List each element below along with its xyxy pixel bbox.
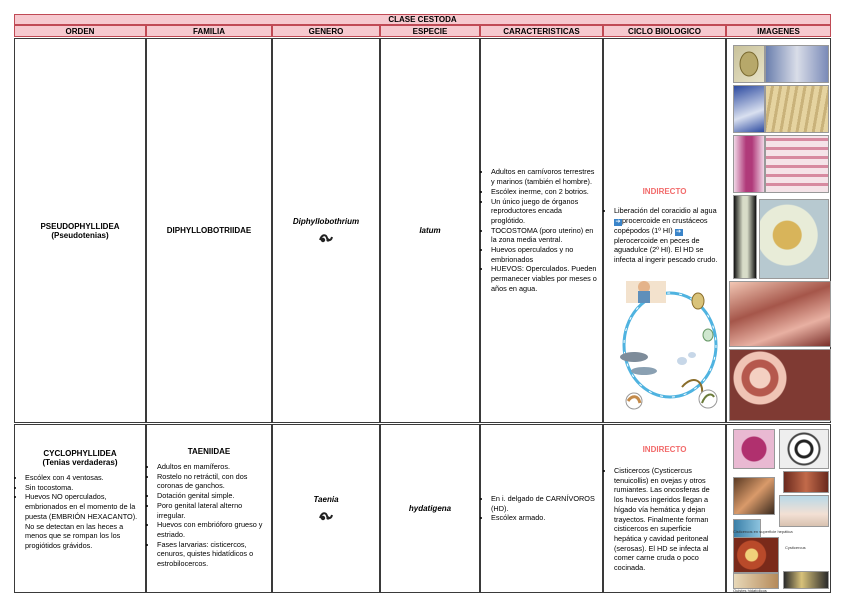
- hydatid-image: [783, 571, 829, 589]
- ciclo-list: [604, 206, 725, 265]
- list-item: • Cisticercos (Cysticercus tenuicollis) en ovejas y otros rumiantes. Las oncosferas de los huevos ingeridos llegan a hígado vía hemática y dejan trayectos. Finalmente forman cisticercos en superficie hepática y cavidad peritoneal (serosas). El HD se infecta al comer carne cruda o poco cocinada.: [614, 466, 721, 573]
- genero-name: Diphyllobothrium: [292, 217, 360, 226]
- lifecycle-diagram: [612, 275, 724, 420]
- caracteristicas-list: [481, 494, 602, 523]
- tissue-image: [765, 135, 829, 193]
- familia-name: DIPHYLLOBOTRIIDAE: [166, 226, 252, 235]
- list-item: • Huevos operculados y no embrionados: [491, 245, 598, 264]
- list-item: • Adultos en mamíferos.: [157, 462, 267, 472]
- cysticercus-image: [733, 477, 775, 515]
- list-item: • Adultos en carnívoros terrestres y marinos (también el hombre).: [491, 167, 598, 186]
- ciclo-part: procercoide en crustáceos copépodos (1º HI): [614, 215, 708, 235]
- row1-genero: [272, 38, 380, 423]
- row2-genero: [272, 424, 380, 593]
- hook-crown-image: [779, 429, 829, 469]
- list-item: • Poro genital lateral alterno irregular.: [157, 501, 267, 520]
- orden-subname: (Pseudotenias): [51, 230, 109, 240]
- liver-image: [783, 471, 829, 493]
- list-item: • Escólex con 4 ventosas.: [25, 473, 141, 483]
- list-item: • Escólex inerme, con 2 botrios.: [491, 187, 598, 197]
- strobila-image: [733, 195, 757, 279]
- worm-icon: [318, 510, 334, 522]
- especie-name: hydatigena: [408, 504, 452, 513]
- row1-caracteristicas: [480, 38, 603, 423]
- list-item: • Escólex armado.: [491, 513, 598, 523]
- caracteristicas-list: [481, 167, 602, 293]
- arrow-icon: ➔: [615, 218, 621, 225]
- hepatic-cyst-image: [733, 537, 779, 573]
- col-header-caracteristicas: CARACTERISTICAS: [480, 25, 603, 37]
- col-header-genero: GENERO: [272, 25, 380, 37]
- row1-orden: [14, 38, 146, 423]
- ciclo-part: Liberación del coracidio al agua: [614, 206, 717, 215]
- fish-fillet-image: [729, 349, 831, 421]
- row2-especie: [380, 424, 480, 593]
- list-item: • Huevos con embrióforo grueso y estriado.: [157, 520, 267, 539]
- ciclo-type: INDIRECTO: [642, 445, 687, 454]
- genero-name: Taenia: [313, 495, 339, 504]
- orden-subname: (Tenias verdaderas): [42, 458, 118, 467]
- row2-caracteristicas: [480, 424, 603, 593]
- row2-orden: [14, 424, 146, 593]
- col-header-orden: ORDEN: [14, 25, 146, 37]
- stained-worm-image: [733, 135, 765, 193]
- image-caption: Cysticercus: [785, 545, 806, 550]
- especie-name: latum: [419, 226, 441, 235]
- ciclo-part: plerocercoide en peces de aguadulce (2º HI). El HD se infecta al ingerir pescado crudo.: [614, 235, 718, 265]
- list-item: • HUEVOS: Operculados. Pueden permanecer viables por meses o años en agua.: [491, 264, 598, 293]
- row1-familia: [146, 38, 272, 423]
- col-header-especie: ESPECIE: [380, 25, 480, 37]
- scolex-image: [733, 85, 765, 133]
- image-caption: Cisticercos en superficie hepática: [733, 529, 793, 534]
- orden-notes: [15, 473, 145, 551]
- list-item: • Un único juego de órganos reproductores encada proglótido.: [491, 197, 598, 226]
- proglottid-image: [765, 85, 829, 133]
- worm-icon: [318, 232, 334, 244]
- ciclo-list: [604, 466, 725, 573]
- row1-imagenes: [726, 38, 831, 423]
- row1-especie: [380, 38, 480, 423]
- list-item: • Rostelo no retráctil, con dos coronas de ganchos.: [157, 472, 267, 491]
- row1-ciclo: [603, 38, 726, 423]
- scolex-stained-image: [733, 429, 775, 469]
- orden-name: PSEUDOPHYLLIDEA: [40, 221, 120, 231]
- list-item: • En i. delgado de CARNÍVOROS (HD).: [491, 494, 598, 513]
- worm-image: [765, 45, 829, 83]
- col-header-familia: FAMILIA: [146, 25, 272, 37]
- col-header-imagenes: IMAGENES: [726, 25, 831, 37]
- image-caption: Quistes hidatídicos: [733, 588, 767, 593]
- list-item: • Fases larvarias: cisticercos, cenuros, quistes hidatídicos o estrobilocercos.: [157, 540, 267, 569]
- familia-notes: [147, 462, 271, 569]
- egg-image: [733, 45, 765, 83]
- list-item: • Dotación genital simple.: [157, 491, 267, 501]
- plerocercoid-image: [759, 199, 829, 279]
- row2-imagenes: [726, 424, 831, 593]
- list-item: [614, 206, 721, 265]
- row2-familia: [146, 424, 272, 593]
- list-item: • TOCOSTOMA (poro uterino) en la zona media ventral.: [491, 226, 598, 245]
- orden-name: CYCLOPHYLLIDEA: [43, 449, 117, 458]
- familia-name: TAENIIDAE: [187, 447, 231, 456]
- arrow-icon: ➔: [676, 228, 682, 235]
- row2-ciclo: [603, 424, 726, 593]
- list-item: • Huevos NO operculados, embrionados en el momento de la puesta (EMBRIÓN HEXACANTO). No se detectan en las heces a menos que se rompan los los progiótidos grávidos.: [25, 492, 141, 550]
- table-title: CLASE CESTODA: [14, 14, 831, 25]
- col-header-ciclo: CICLO BIOLOGICO: [603, 25, 726, 37]
- larva-image: [733, 573, 779, 589]
- list-item: • Sin tocostoma.: [25, 483, 141, 493]
- ciclo-type: INDIRECTO: [642, 187, 687, 196]
- serosa-image: [779, 495, 829, 527]
- fish-muscle-image: [729, 281, 831, 347]
